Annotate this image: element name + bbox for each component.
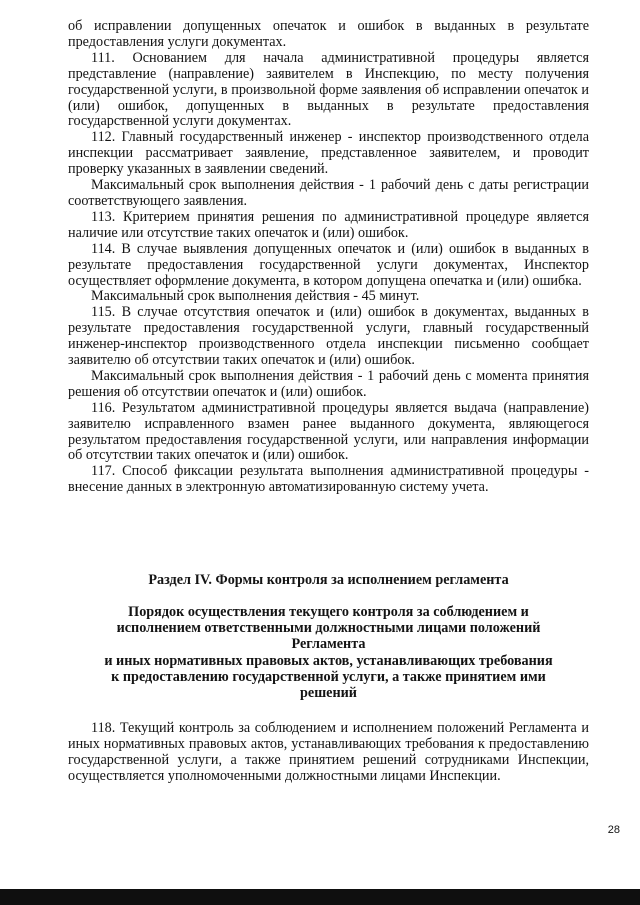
subheading-line: Регламента — [291, 636, 366, 653]
paragraph-116: 116. Результатом административной процедуры является выдача (направление) заявителю исправленного взамен ранее выданного документа, являющегося результатом предоставления государственной услуги, или направления информации об отсутствии таких опечаток и (или) ошибок. — [68, 399, 589, 464]
paragraph-115-deadline: Максимальный срок выполнения действия - 1 рабочий день с момента принятия решения об отсутствии опечаток и (или) ошибок. — [68, 367, 589, 400]
subheading-line: к предоставлению государственной услуги, а также принятием ими — [111, 668, 546, 685]
paragraph-111: 111. Основанием для начала административной процедуры является представление (направление) заявителем в Инспекцию, по месту получения государственной услуги, в произвольной форме заявления об исправлении опечаток и (или) ошибок, допущенных в выданных в результате предоставления государственной услуги документах. — [68, 49, 589, 130]
subsection-heading — [68, 604, 589, 701]
scan-edge-bar — [0, 889, 640, 905]
section-heading: Раздел IV. Формы контроля за исполнением регламента — [148, 572, 509, 588]
paragraph-114: 114. В случае выявления допущенных опечаток и (или) ошибок в выданных в результате предоставления государственной услуги документах, Инспектор осуществляет оформление документа, в котором допущена опечатка и (или) ошибка. — [68, 240, 589, 289]
paragraph-113: 113. Критерием принятия решения по административной процедуре является наличие или отсутствие таких опечаток и (или) ошибок. — [68, 208, 589, 241]
paragraph-117: 117. Способ фиксации результата выполнения административной процедуры - внесение данных в электронную автоматизированную систему учета. — [68, 463, 589, 496]
paragraph-112: 112. Главный государственный инженер - инспектор производственного отдела инспекции рассматривает заявление, представленное заявителем, и проводит проверку указанных в заявлении сведений. — [68, 129, 589, 178]
paragraph-114-deadline: Максимальный срок выполнения действия - 45 минут. — [91, 288, 420, 305]
subheading-line: решений — [300, 685, 357, 702]
paragraph-118: 118. Текущий контроль за соблюдением и исполнением положений Регламента и иных нормативных правовых актов, устанавливающих требования к предоставлению государственной услуги, а также принятием решений сотрудниками Инспекции, осуществляется уполномоченными должностными лицами Инспекции. — [68, 720, 589, 784]
paragraph-115: 115. В случае отсутствия опечаток и (или) ошибок в документах, выданных в результате предоставления государственной услуги, главный государственный инженер-инспектор производственного отдела инспекции письменно сообщает заявителю об отсутствии таких опечаток и (или) ошибок. — [68, 304, 589, 369]
paragraph-continuation: об исправлении допущенных опечаток и ошибок в выданных в результате предоставления услуги документах. — [68, 18, 589, 50]
page-number: 28 — [607, 824, 620, 836]
subheading-line: исполнением ответственными должностными лицами положений — [116, 620, 541, 637]
paragraph-112-deadline: Максимальный срок выполнения действия - 1 рабочий день с даты регистрации соответствующего заявления. — [68, 177, 589, 209]
subheading-line: и иных нормативных правовых актов, устанавливающих требования — [104, 652, 553, 669]
subheading-line: Порядок осуществления текущего контроля за соблюдением и — [128, 604, 529, 620]
body-text — [68, 19, 589, 496]
